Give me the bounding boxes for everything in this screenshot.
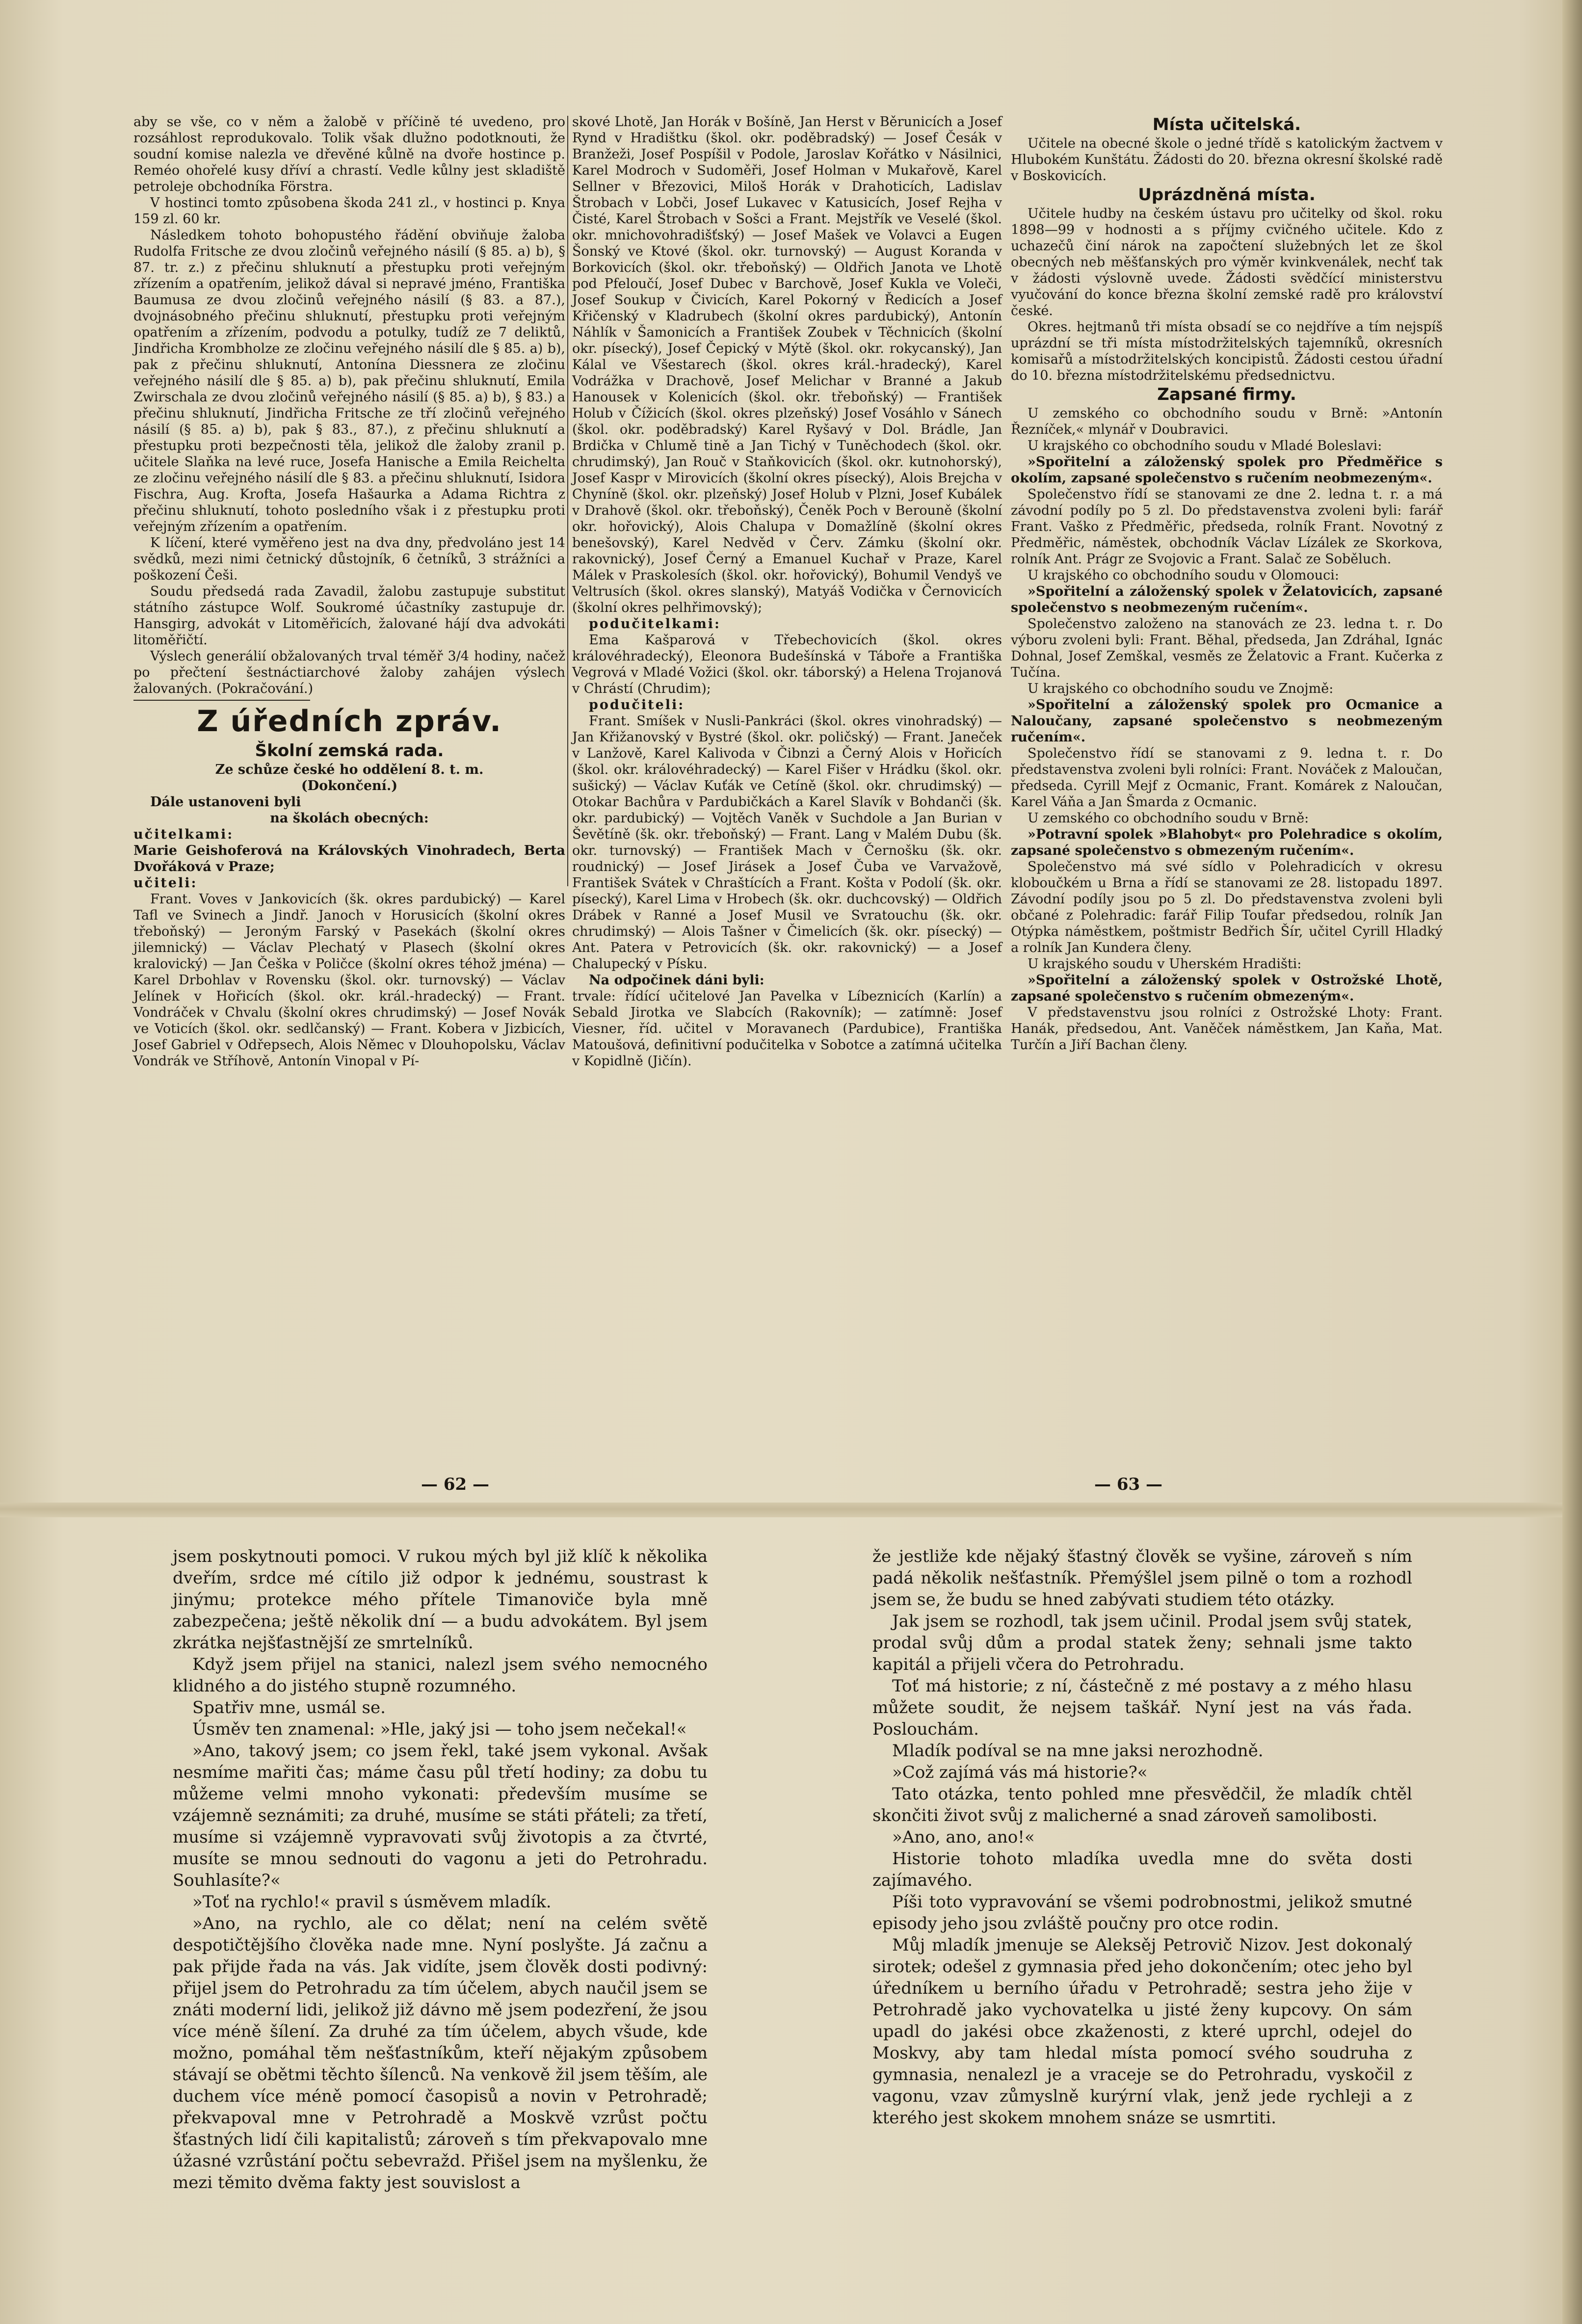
column-3 (1011, 114, 1443, 1053)
story-right-p4: Mladík podíval se na mne jaksi nerozhodně. (892, 1741, 1264, 1761)
teachers-continued: skové Lhotě, Jan Horák v Bošíně, Jan Herst v Běrunicích a Josef Rynd v Hradištku (škol. okr. poděbradský) — Josef Česák v Branžeži, Josef Pospíšil v Podole, Jaroslav Kořátko v Násilnici, Karel Modroch v Sudoměři, Josef Holman v Mukařově, Karel Sellner v Březovici, Miloš Horák v Drahoticích, Ladislav Štrobach v Lobči, Josef Lukavec v Katusicích, Josef Rejha v Čisté, Karel Štrobach v Sošci a Frant. Mejstřík ve Veselé (škol. okr. mnichovohradišťský) — Josef Mašek ve Volavci a Eugen Šonský ve Ktové (škol. okr. turnovský) — August Koranda v Borkovicích (škol. okr. třeboňský) — Oldřich Janota ve Lhotě pod Pfeloučí, Josef Dubec v Barchově, Josef Kukla ve Voleči, Josef Soukup v Čivicích, Karel Pokorný v Ředicích a Josef Křičenský v Kladrubech (školní okres pardubický), Antonín Náhlík v Šamonicích a František Zoubek v Těchnicích (školní okr. písecký), Josef Čepický v Mýtě (škol. okr. rokycanský), Jan Kálal ve Všestarech (škol. okres král.-hradecký), Karel Vodrážka v Drachově, Josef Melichar v Branné a Jakub Hanousek v Kolenicích (škol. okr. třeboňský) — František Holub v Čížicích (škol. okres plzeňský) Josef Vosáhlo v Sánech (škol. okr. poděbradský) Karel Ryšavý v Dol. Brádle, Jan Brdička v Chlumě tině a Jan Tichý v Tuněchodech (škol. okr. chrudimský), Jan Rouč v Staňkovicích (škol. okr. kutnohorský), Josef Kaspr v Mirovicích (školní okres písecký), Alois Brejcha v Chyníně (škol. okr. plzeňský) Josef Holub v Plzni, Josef Kubálek v Drahově (škol. okr. třeboňský), Čeněk Poch v Berouně (školní okr. hořovický), Alois Chalupa v Domažlíně (školní okres benešovský), Karel Nedvěd v Červ. Zámku (školní okr. rakovnický), Josef Černý a Emanuel Kuchař v Praze, Karel Málek v Praskolesích (škol. okr. hořovický), Bohumil Vendyš ve Veltrusích (škol. okres slanský), Matyáš Vodička v Černovicích (školní okres pelhřimovský); (572, 114, 1002, 615)
firms-p12: »Spořitelní a záloženský spolek pro Ocmanice a Naloučany, zapsané společenstvo s neobmezeným ručením«. (1011, 697, 1443, 745)
page-number-left: — 62 — (421, 1475, 489, 1494)
firms-p5: U krajského co obchodního soudu v Mladé Boleslavi: (1028, 438, 1382, 453)
posts-p3: Okres. hejtmanů tři místa obsadí se co nejdříve a tím nejspíš uprázdní se tři místa místodržitelských tajemníků, okresních komisařů a místodržitelských koncipistů. Žádosti cestou úřadní do 10. března místodržitelskému předsednictvu. (1011, 319, 1443, 383)
story-left-p3: Spatřiv mne, usmál se. (192, 1698, 386, 1717)
story-right-p3: Toť má historie; z ní, částečně z mé postavy a z mého hlasu můžete soudit, že nejsem taškář. Nyní jest na vás řada. Poslouchám. (872, 1676, 1412, 1739)
page-fold (0, 1503, 1582, 1517)
story-page-left (173, 1546, 708, 2193)
firms-p16: Společenstvo má své sídlo v Polehradicích v okresu kloboučkém u Brna a řídí se stanovami ze 28. listopadu 1897. Závodní podíly jsou po 5 zl. Do představenstva zvoleni byli občané z Polehradic: farář Filip Toufar předsedou, rolník Jan Otýpka náměstkem, poštmistr Bedřich Šír, učitel Cyrill Hladký a rolník Jan Kundera členy. (1011, 859, 1443, 955)
firms-p19: V představenstvu jsou rolníci z Ostrožské Lhoty: Frant. Hanák, předsedou, Ant. Vaněček náměstkem, Jan Kaňa, Mat. Turčín a Jiří Bachan členy. (1011, 1005, 1443, 1053)
page-number-right: — 63 — (1094, 1475, 1162, 1494)
retirement-line: Na odpočinek dáni byli: (589, 973, 765, 988)
section-heading: Z úředních zpráv. (197, 704, 502, 739)
court-report-p4: K líčení, které vyměřeno jest na dva dny, předvoláno jest 14 svědků, mezi nimi četnický důstojník, 6 četníků, 3 strážníci a poškození Češi. (133, 535, 565, 583)
female-teachers-list: Marie Geishoferová na Královských Vinohradech, Berta Dvořáková v Praze; (133, 843, 565, 874)
court-report-p2: V hostinci tomto způsobena škoda 241 zl., v hostinci p. Knya 159 zl. 60 kr. (133, 195, 565, 227)
heading-vacant-posts: Uprázdněná místa. (1138, 185, 1316, 205)
column-2 (572, 114, 1002, 1069)
firms-p14: U zemského co obchodního soudu v Brně: (1028, 811, 1309, 826)
story-right-p6: Tato otázka, tento pohled mne přesvědčil, že mladík chtěl skončiti život svůj z malicherné a snad zároveň samolibosti. (872, 1784, 1412, 1825)
court-report-p5: Soudu předsedá rada Zavadil, žalobu zastupuje substitut státního zástupce Wolf. Soukromé účastníky zastupuje dr. Hansgirg, advokát v Litoměřicích, žalované hájí dva advokáti litoměřičtí. (133, 584, 565, 648)
posts-p1: Učitele na obecné škole o jedné třídě s katolickým žactvem v Hlubokém Kunštátu. Žádosti do 20. března okresní školské radě v Boskovicích. (1011, 136, 1443, 184)
schools-line: na školách obecných: (270, 811, 429, 826)
female-teachers-label: učitelkami: (133, 827, 234, 842)
story-page-right (872, 1546, 1412, 2129)
heading-registered-firms: Zapsané firmy. (1157, 385, 1296, 404)
section-divider (133, 700, 310, 701)
appointed-line: Dále ustanoveni byli (150, 794, 301, 810)
sub-female-label: podučitelkami: (589, 616, 721, 632)
court-report-p1: aby se vše, co v něm a žalobě v příčině té uvedeno, pro rozsáhlost reprodukovalo. Tolik však dlužno podotknouti, že soudní komise nalezla ve dřevěné kůlně na dvoře hostince p. Reméo ohořelé kusy dříví a chrastí. Vedle kůlny jest skladiště petroleje obchodníka Förstra. (133, 114, 565, 194)
male-teachers-list: Frant. Voves v Jankovicích (šk. okres pardubický) — Karel Tafl ve Svinech a Jindř. Janoch v Horusicích (školní okres třeboňský) — Jeroným Farský v Pasekách (školní okres jilemnický) — Václav Plechatý v Plasech (školní okres kralovický) — Jan Češka v Poličce (školní okres téhož jména) — Karel Drbohlav v Rovensku (škol. okr. turnovský) — Václav Jelínek v Hořicích (škol. okr. král.-hradecký) — Frant. Vondráček v Chvalu (školní okres chrudimský) — Josef Novák ve Voticích (škol. okr. sedlčanský) — Frant. Kobera v Jizbicích, Josef Gabriel v Odřepsech, Alois Němec v Dlouhopolsku, Václav Vondrák ve Stříhově, Antonín Vinopal v Pí- (133, 892, 565, 1069)
heading-teaching-posts: Místa učitelská. (1152, 115, 1301, 134)
male-teachers-label: učiteli: (133, 875, 198, 891)
story-left-p6: »Toť na rychlo!« pravil s úsměvem mladík. (192, 1892, 552, 1912)
binding-edge (1562, 0, 1582, 2324)
firms-p17: U krajského soudu v Uherském Hradišti: (1028, 956, 1302, 972)
story-right-p9: Píši toto vypravování se všemi podrobnostmi, jelikož smutné episody jeho jsou zvláště poučny pro otce rodin. (872, 1892, 1412, 1933)
sub-female-list: Ema Kašparová v Třebechovicích (škol. okres královéhradecký), Eleonora Budešínská v Táboře a Františka Vegrová v Mladé Vožici (škol. okr. táborský) a Helena Trojanová v Chrástí (Chrudim); (572, 633, 1002, 696)
continuation-note: (Dokončení.) (301, 778, 398, 793)
court-report-p3: Následkem tohoto bohopustého řádění obviňuje žaloba Rudolfa Fritsche ze dvou zločinů veřejného násilí (§ 85. a) b), § 87. tr. z.) z přečinu shluknutí a přestupku proti veřejným zřízením a opatřením, jelikož dával si nepravé jméno, Františka Baumusa ze dvou zločinů veřejného násilí (§ 83. a 87.), dvojnásobného přečinu shluknutí, přestupku proti veřejným opatřením a zřízením, podvodu a potulky, tudíž ze 7 deliktů, Jindřicha Krombholze ze zločinu veřejného násilí dle § 85. a) b), pak z přečinu shluknutí, Antonína Diessnera ze zločinu veřejného násilí dle § 85. a) b), pak přečinu shluknutí, Emila Zwirschala ze dvou zločinů veřejného násilí (§ 85. a) b), § 83.) a přečinu shluknutí, Jindřicha Fritsche ze tří zločinů veřejného násilí (§ 85. a) b), pak § 83., 87.), z přečinu shluknutí a přestupku proti bezpečnosti těla, jelikož dle žaloby zranil p. učitele Slaňka na levé ruce, Josefa Hanische a Emila Reichelta ze zločinu veřejného násilí dle § 83. a přečinu shluknutí, Isidora Fischra, Aug. Krofta, Josefa Hašaurka a Adama Richtra z přečinu shluknutí, tohoto posledního však i z přestupku proti veřejným zřízením a opatřením. (133, 228, 565, 534)
column-rule (567, 116, 568, 886)
firms-p9: »Spořitelní a záloženský spolek v Želatovicích, zapsané společenstvo s neobmezeným ručením«. (1011, 584, 1443, 615)
court-report-p6: Výslech generálií obžalovaných trval téměř 3/4 hodiny, načež po přečtení šestnáctiarchové žaloby zahájen výslech žalovaných. (Pokračování.) (133, 649, 565, 696)
firms-p13: Společenstvo řídí se stanovami z 9. ledna t. r. Do představenstva zvoleni byli rolníci: Frant. Nováček z Maloučan, předseda. Cyrill Mejf z Ocmanic, Frant. Komárek z Naloučan, Karel Váňa a Jan Šmarda z Ocmanic. (1011, 746, 1443, 810)
story-left-p1: jsem poskytnouti pomoci. V rukou mých byl již klíč k několika dveřím, srdce mé cítilo již odpor k jednému, soustrast k jinýmu; protekce mého přítele Timanoviče byla mně zabezpečena; ještě několik dní — a budu advokátem. Byl jsem zkrátka nejšťastnější ze smrtelníků. (173, 1547, 708, 1653)
story-right-p10: Můj mladík jmenuje se Aleksěj Petrovič Nizov. Jest dokonalý sirotek; odešel z gymnasia před jeho dokončením; otec jeho byl úředníkem u berního úřadu v Petrohradě; sestra jeho žije v Petrohradě jako vychovatelka u jisté ženy kupcovy. On sám upadl do jakési obce zkaženosti, z které uprchl, odejel do Moskvy, aby tam hledal místa pomocí svého soudruha z gymnasia, nenalezl je a vraceje se do Petrohradu, vyskočil z vagonu, vzav zůmyslně kurýrní vlak, jenž jede rychleji a z kterého jest skokem mnohem snáze se usmrtiti. (872, 1935, 1412, 2128)
firms-p15: »Potravní spolek »Blahobyt« pro Polehradice s okolím, zapsané společenstvo s obmezeným ručením«. (1011, 827, 1443, 858)
session-line: Ze schůze české ho oddělení 8. t. m. (215, 762, 484, 777)
firms-p4: U zemského co obchodního soudu v Brně: »Antonín Řezníček,« mlynář v Doubravici. (1011, 406, 1443, 437)
story-left-p7: »Ano, na rychlo, ale co dělat; není na celém světě despotičtějšího člověka nade mne. Nyní poslyšte. Já začnu a pak přijde řada na vás. Jak vidíte, jsem člověk dosti podivný: přijel jsem do Petrohradu za tím účelem, abych naučil jsem se znáti moderní lidi, jelikož již dávno mě jsem podezření, že jsou více méně šílení. Za druhé za tím účelem, abych všude, kde možno, pomáhal těm nešťastníkům, kteří nějakým způsobem stávají se obětmi těchto šílenců. Na venkově žil jsem těším, ale duchem více méně pomocí časopisů a novin v Petrohradě; překvapoval mne v Petrohradě a Moskvě vzrůst počtu šťastných lidí čili kapitalistů; zároveň s tím překvapovalo mne úžasné vzrůstání počtu sebevražd. Přišel jsem na myšlenku, že mezi těmito dvěma fakty jest souvislost a (173, 1914, 708, 2192)
sub-male-list: Frant. Smíšek v Nusli-Pankráci (škol. okres vinohradský) — Jan Křižanovský v Bystré (škol. okr. poličský) — Frant. Janeček v Lanžově, Karel Kalivoda v Čibnzi a Černý Alois v Hořicích (škol. okr. královéhradecký) — Karel Fišer v Hrádku (škol. okr. sušický) — Václav Kuťák ve Cetíně (škol. okr. chrudimský) — Otokar Bachůra v Pardubičkách a Karel Slavík v Bohdanči (šk. okr. pardubický) — Vojtěch Vaněk v Suchdole a Jan Burian v Ševětíně (šk. okr. třeboňský) — Frant. Lang v Malém Dubu (šk. okr. turnovský) — František Mach v Černošku (šk. okr. roudnický) — Josef Jirásek a Josef Čuba ve Varvažově, František Svátek v Chraštících a Frant. Košta v Podolí (šk. okr. písecký), Karel Lima v Hrobech (šk. okr. duchcovský) — Oldřich Drábek v Ranné a Josef Musil ve Svratouchu (šk. okr. chrudimský) — Alois Tašner v Čimelicích (šk. okr. písecký) — Ant. Patera v Petrovicích (šk. okr. rakovnický) — a Josef Chalupecký v Písku. (572, 713, 1002, 972)
firms-p7: Společenstvo řídí se stanovami ze dne 2. ledna t. r. a má závodní podíly po 5 zl. Do představenstva zvoleni byli: farář Frant. Vaško z Předměřic, předseda, rolník Frant. Novotný z Předměřic, náměstek, obchodník Václav Lízálek ze Skorkova, rolník Ant. Prágr ze Svojovic a Frant. Salač ze Soběluch. (1011, 487, 1443, 567)
story-right-p7: »Ano, ano, ano!« (892, 1827, 1035, 1847)
story-left-p4: Úsměv ten znamenal: »Hle, jaký jsi — toho jsem nečekal!« (192, 1719, 687, 1739)
story-right-p5: »Což zajímá vás má historie?« (892, 1763, 1148, 1782)
firms-p11: U krajského co obchodního soudu ve Znojmě: (1028, 681, 1334, 696)
sub-male-label: podučiteli: (589, 697, 685, 713)
story-left-p5: »Ano, takový jsem; co jsem řekl, také jsem vykonal. Avšak nesmíme mařiti čas; máme času půl třetí hodiny; za dobu tu můžeme velmi mnoho vykonati: především musíme se vzájemně seznámiti; za druhé, musíme se státi přáteli; za třetí, musíme si vzájemně vypravovati svůj životopis a za čtvrté, musíte se mnou sednouti do vagonu a jeti do Petrohradu. Souhlasíte?« (173, 1741, 708, 1890)
retirement-list: trvale: řídící učitelové Jan Pavelka v Líbeznicích (Karlín) a Sebald Jirotka ve Slabcích (Rakovník); — zatímně: Josef Viesner, říd. učitel v Moravanech (Pardubice), Františka Matoušová, definitivní podučitelka v Sobotce a zatímná učitelka v Kopidlně (Jičín). (572, 989, 1002, 1069)
firms-p18: »Spořitelní a záloženský spolek v Ostrožské Lhotě, zapsané společenstvo s ručením obmezeným«. (1011, 973, 1443, 1004)
posts-p2: Učitele hudby na českém ústavu pro učitelky od škol. roku 1898—99 v hodnosti a s příjmy cvičného učitele. Kdo z uchazečů činí nárok na započtení služebných let ze škol obecných neb měšťanských pro výměr kvinkvenálek, nechť tak v žádosti výslovně uvede. Žádosti svědčící ministerstvu vyučování do konce března školní zemské radě pro království české. (1011, 206, 1443, 318)
story-right-p1: že jestliže kde nějaký šťastný člověk se vyšine, zároveň s ním padá několik nešťastník. Přemýšlel jsem pilně o tom a rozhodl jsem se, že budu se hned zabývati studiem této otázky. (872, 1547, 1412, 1610)
story-right-p8: Historie tohoto mladíka uvedla mne do světa dosti zajímavého. (872, 1849, 1412, 1890)
column-1 (133, 114, 565, 1069)
firms-p10: Společenstvo založeno na stanovách ze 23. ledna t. r. Do výboru zvoleni byli: Frant. Běhal, předseda, Jan Zdráhal, Ignác Dohnal, Josef Zemškal, vesměs ze Želatovic a Frant. Kučerka z Tučína. (1011, 616, 1443, 680)
story-left-p2: Když jsem přijel na stanici, nalezl jsem svého nemocného klidného a do jistého stupně rozumného. (173, 1655, 708, 1696)
firms-p8: U krajského co obchodního soudu v Olomouci: (1028, 568, 1340, 583)
subsection-heading: Školní zemská rada. (255, 741, 444, 761)
firms-p6: »Spořitelní a záloženský spolek pro Předměřice s okolím, zapsané společenstvo s ručením neobmezeným«. (1011, 454, 1443, 486)
story-right-p2: Jak jsem se rozhodl, tak jsem učinil. Prodal jsem svůj statek, prodal svůj dům a prodal statek ženy; sehnali jsme takto kapitál a přijeli včera do Petrohradu. (872, 1611, 1412, 1674)
